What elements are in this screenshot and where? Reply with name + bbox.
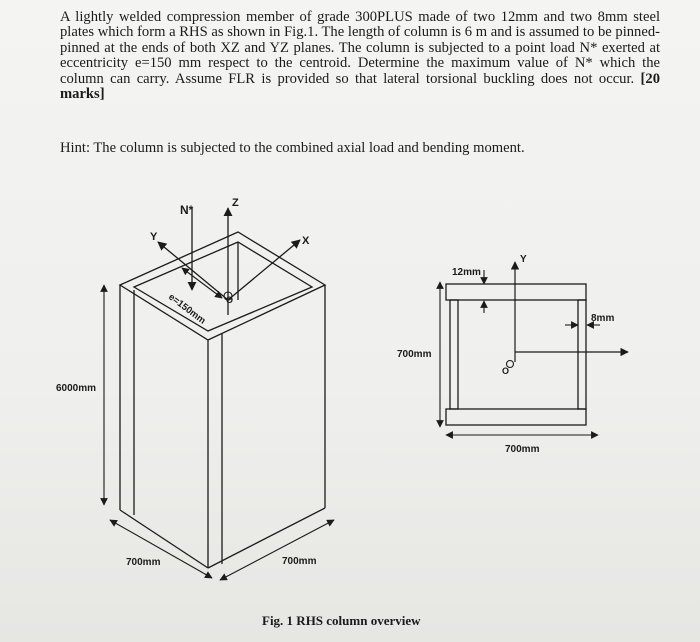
width-dimension-left (110, 520, 212, 578)
eccentricity-label: e=150mm (166, 291, 208, 327)
figure-caption: Fig. 1 RHS column overview (262, 613, 421, 628)
problem-text: A lightly welded compression member of grade 300PLUS made of two 12mm and two 8mm steel plates which form a RHS as shown in Fig.1. The length of column is 6 m and is assumed to be pinned-pinned at the ends of both XZ and YZ planes. The column is subjected to a point load N* exerted at eccentricity e=150 mm respect to the centroid. Determine the maximum value of N* which the column can carry. Assume FLR is provided so that lateral torsional buckling does not occur. (60, 9, 660, 87)
x-axis-iso-label: X (302, 235, 310, 247)
section-height-label: 700mm (397, 349, 432, 360)
width-right-label: 700mm (282, 556, 317, 567)
marks-label: [20 marks] (60, 70, 660, 103)
bottom-flange (446, 409, 586, 425)
column-top-inner (134, 242, 312, 331)
top-flange (446, 284, 586, 300)
width-dimension-right (220, 520, 334, 580)
section-origin-label: O (502, 366, 510, 376)
height-label: 6000mm (56, 383, 97, 394)
right-web (578, 300, 586, 409)
web-label: 8mm (591, 313, 615, 324)
x-axis-iso (228, 240, 300, 300)
eccentricity-dimension (182, 268, 222, 298)
y-axis-iso-label: Y (150, 231, 158, 243)
width-left-label: 700mm (126, 557, 161, 568)
z-axis-label: Z (232, 197, 239, 209)
hint-text: Hint: The column is subjected to the combined axial load and bending moment. (60, 140, 525, 156)
iso-origin-label: O (226, 295, 234, 305)
section-width-label: 700mm (505, 444, 540, 455)
left-web (450, 300, 458, 409)
y-axis-section-label: Y (520, 254, 527, 265)
flange-label: 12mm (452, 267, 481, 278)
isometric-column (120, 232, 325, 568)
cross-section (446, 284, 586, 425)
load-label: N* (180, 203, 194, 217)
